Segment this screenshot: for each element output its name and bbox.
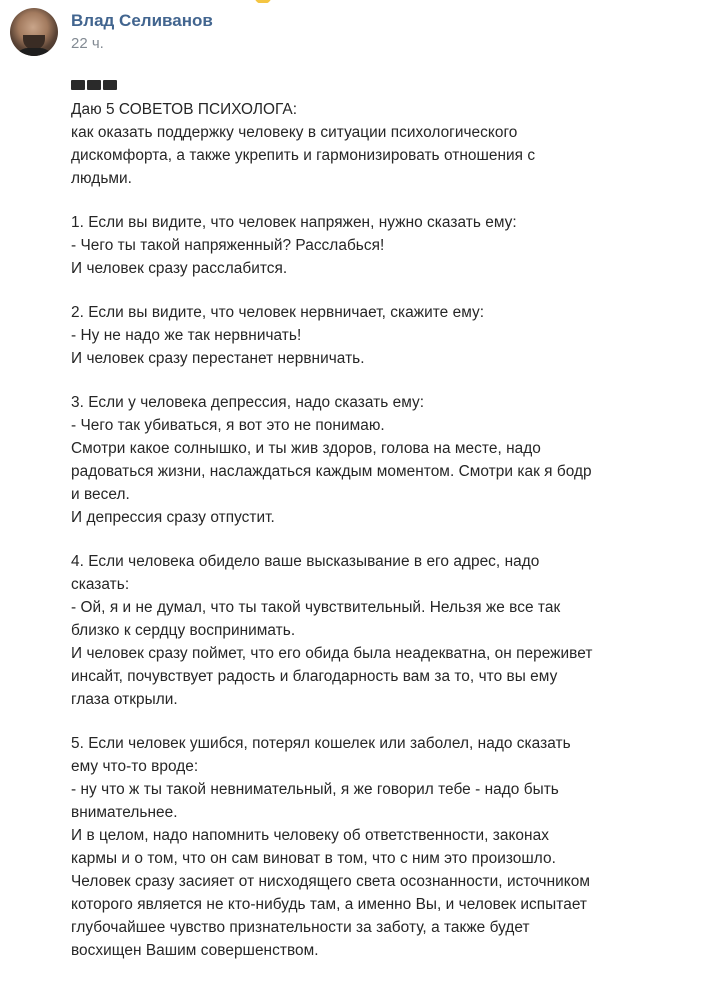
clipped-emoji-remnant [0,0,704,3]
post-meta [71,8,213,54]
post-text-line: людьми. [71,170,132,187]
post-text-line: Даю 5 СОВЕТОВ ПСИХОЛОГА: [71,101,298,118]
post-text-line: 3. Если у человека депрессия, надо сказать ему: [71,394,425,411]
post-text-line: - Ну не надо же так нервничать! [71,327,302,344]
post-text-line: дискомфорта, а также укрепить и гармонизировать отношения с [71,147,536,164]
post-paragraph [71,98,699,190]
post-text [71,98,699,962]
post-text-line: Смотри какое солнышко, и ты жив здоров, голова на месте, надо [71,440,541,457]
post-time[interactable]: 22 ч. [71,35,104,52]
post-text-line: как оказать поддержку человеку в ситуации психологического [71,124,518,141]
post-text-line: 4. Если человека обидело ваше высказывание в его адрес, надо [71,553,540,570]
post-text-line: - ну что ж ты такой невнимательный, я же говорил тебе - надо быть [71,781,559,798]
post-text-line: глубочайшее чувство признательности за заботу, а также будет [71,919,530,936]
post-text-line: И в целом, надо напомнить человеку об ответственности, законах [71,827,549,844]
post-text-line: 1. Если вы видите, что человек напряжен, нужно сказать ему: [71,214,517,231]
square-icon [87,80,101,90]
square-icon [71,80,85,90]
emoji-icon [255,0,271,3]
post-paragraph [71,211,699,280]
post-text-line: И человек сразу перестанет нервничать. [71,350,365,367]
post-text-line: И депрессия сразу отпустит. [71,509,275,526]
post-paragraph [71,732,699,962]
post-text-line: восхищен Вашим совершенством. [71,942,319,959]
author-name[interactable]: Влад Селиванов [71,11,213,30]
post-text-line: Человек сразу засияет от нисходящего света осознанности, источником [71,873,591,890]
post-text-line: и весел. [71,486,130,503]
post-text-line: И человек сразу поймет, что его обида была неадекватна, он переживет [71,645,593,662]
post-text-line: радоваться жизни, наслаждаться каждым моментом. Смотри как я бодр [71,463,592,480]
post-text-line: глаза открыли. [71,691,178,708]
post-text-line: ему что-то вроде: [71,758,199,775]
post-text-line: 2. Если вы видите, что человек нервничает, скажите ему: [71,304,485,321]
post-text-line: близко к сердцу воспринимать. [71,622,296,639]
post-body [71,78,699,983]
avatar[interactable] [10,8,58,56]
post-text-line: - Чего ты такой напряженный? Расслабься! [71,237,385,254]
post-header [10,8,213,60]
post-paragraph [71,301,699,370]
black-squares-icon [71,80,699,91]
post-text-line: внимательнее. [71,804,178,821]
post-text-line: И человек сразу расслабится. [71,260,288,277]
post-text-line: 5. Если человек ушибся, потерял кошелек или заболел, надо сказать [71,735,571,752]
post-text-line: инсайт, почувствует радость и благодарность вам за то, что вы ему [71,668,558,685]
post-text-line: кармы и о том, что он сам виноват в том, что с ним это произошло. [71,850,556,867]
post-text-line: которого является не кто-нибудь там, а именно Вы, и человек испытает [71,896,588,913]
post-paragraph [71,391,699,529]
post-text-line: сказать: [71,576,130,593]
post-text-line: - Ой, я и не думал, что ты такой чувствительный. Нельзя же все так [71,599,561,616]
avatar-shoulders [14,48,54,56]
square-icon [103,80,117,90]
post-text-line: - Чего так убиваться, я вот это не понимаю. [71,417,385,434]
post-paragraph [71,550,699,711]
